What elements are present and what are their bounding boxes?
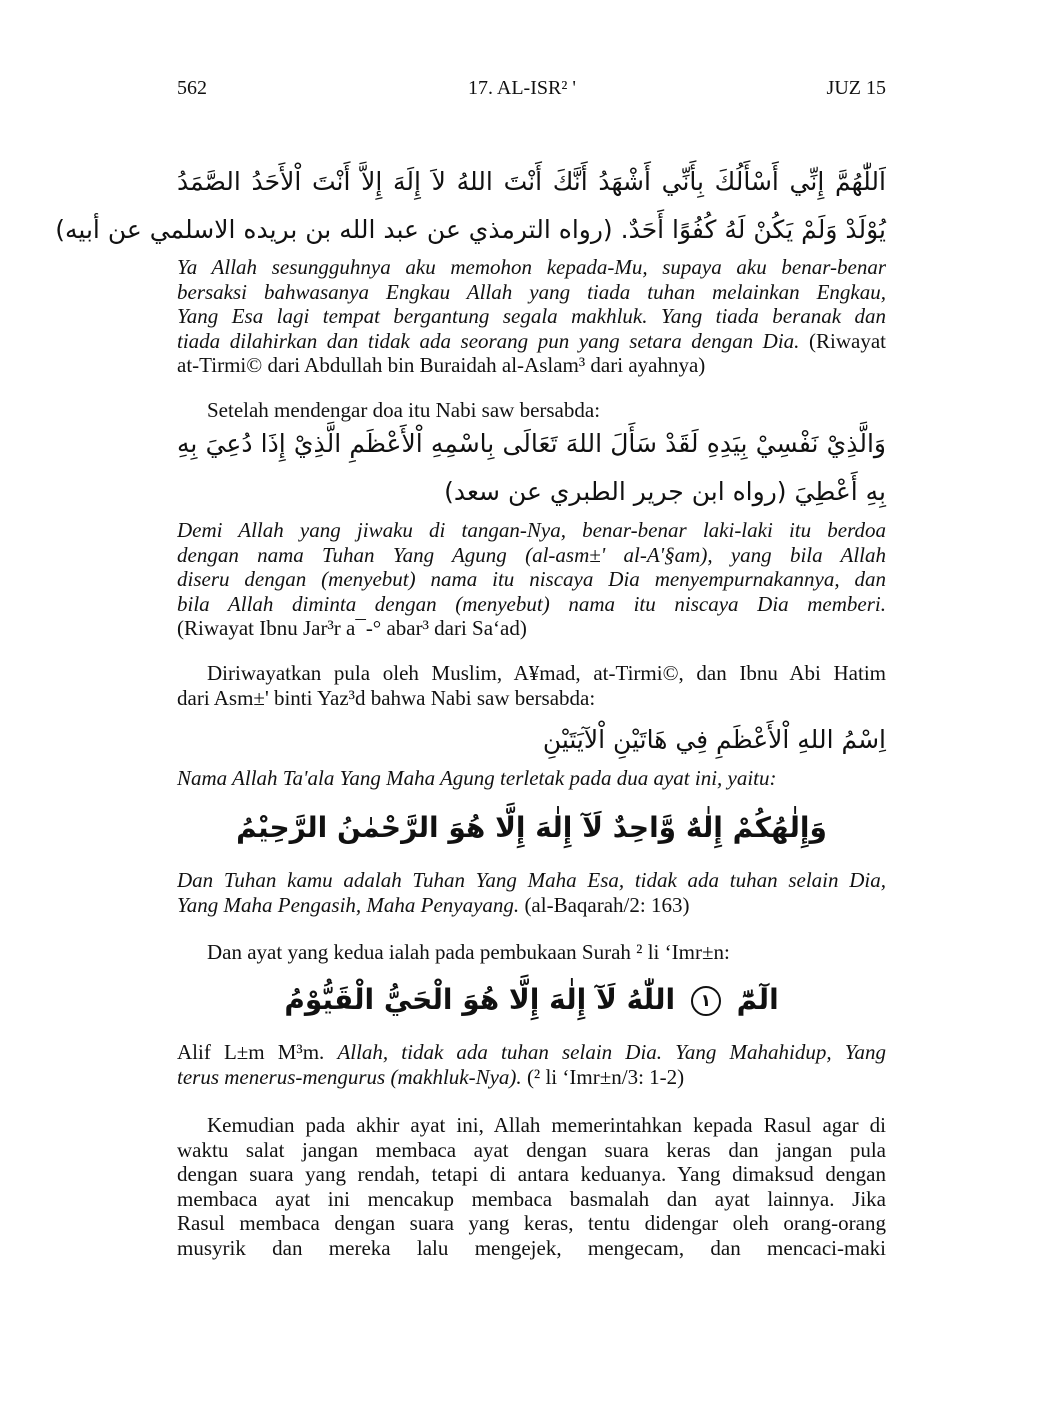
- text-segment: (al-Baqarah/2: 163): [519, 892, 690, 917]
- italic-text: Nama Allah Ta'ala Yang Maha Agung terletak pada dua ayat ini, yaitu:: [177, 766, 777, 790]
- text-segment: Diriwayatkan pula oleh Muslim, A¥mad, at-Tirmi©, dan Ibnu Abi Hatim: [207, 661, 886, 685]
- arabic-text: بِهِ أَعْطِيَ (رواه ابن جرير الطبري عن سعد): [444, 477, 886, 506]
- text-line: [177, 940, 886, 965]
- italic-text: tiada dilahirkan dan tidak ada seorang pun yang setara dengan Dia.: [177, 328, 800, 353]
- text-line: [177, 868, 886, 893]
- italic-text: Allah, tidak ada tuhan selain Dia. Yang Mahahidup, Yang: [337, 1040, 886, 1064]
- arabic-hadith: [177, 420, 886, 516]
- text-line: [177, 1138, 886, 1163]
- italic-text: Dan Tuhan kamu adalah Tuhan Yang Maha Esa, tidak ada tuhan selain Dia,: [177, 868, 886, 892]
- phrase-translation: [177, 766, 886, 791]
- text-line: [177, 1162, 886, 1187]
- intro-paragraph: [177, 398, 886, 423]
- text-line: [177, 592, 886, 617]
- text-line: [177, 158, 886, 206]
- text-line: [177, 255, 886, 280]
- arabic-text: وَالَّذِيْ نَفْسِيْ بِيَدِهِ لَقَدْ سَأَلَ اللهَ تَعَالَى بِاسْمِهِ اْلأَعْظَمِ الَّذِيْ إِذَا دُعِيَ بِهِ: [177, 429, 886, 458]
- text-line: [177, 716, 886, 764]
- page-number: 562: [177, 77, 207, 99]
- text-line: [177, 567, 886, 592]
- text-line: [177, 329, 886, 354]
- arabic-prayer: [55, 158, 886, 254]
- verse-translation-ali-imran: [177, 1040, 886, 1089]
- text-segment: membaca ayat ini mencakup membaca basmalah dan ayat lainnya. Jika: [177, 1186, 886, 1211]
- prayer-translation: [177, 255, 886, 378]
- italic-text: bila Allah diminta dengan (menyebut) nama itu niscaya Dia memberi.: [177, 591, 886, 616]
- quran-verse-baqarah-163: [177, 806, 886, 850]
- text-segment: (² li ‘Imr±n/3: 1-2): [521, 1064, 685, 1089]
- text-segment: Alif L±m M³m.: [177, 1040, 338, 1064]
- text-segment: Setelah mendengar doa itu Nabi saw bersabda:: [207, 398, 601, 422]
- arabic-phrase: [177, 716, 886, 764]
- text-segment: musyrik dan mereka lalu mengejek, mengecam, dan mencaci-maki: [177, 1235, 886, 1260]
- italic-text: diseru dengan (menyebut) nama itu niscaya Dia menyempurnakannya, dan: [177, 567, 886, 592]
- italic-text: terus menerus-mengurus (makhluk-Nya).: [177, 1064, 522, 1089]
- text-segment: dari Asm±' binti Yaz³d bahwa Nabi saw bersabda:: [177, 685, 596, 710]
- text-line: [177, 304, 886, 329]
- text-line: [177, 1113, 886, 1138]
- text-line: [177, 1236, 886, 1261]
- text-segment: Kemudian pada akhir ayat ini, Allah memerintahkan kepada Rasul agar di: [207, 1113, 886, 1137]
- text-line: [177, 468, 886, 516]
- arabic-text: اَللّٰهُمَّ إِنِّي أَسْأَلُكَ بِأَنِّي أَشْهَدُ أَنَّكَ أَنْتَ اللهُ لاَ إِلَهَ إِلاَّ أَنْتَ اْلأَحَدُ الصَّمَدُ: [177, 167, 886, 196]
- verse-prefix: الٓمّٓ: [736, 983, 779, 1016]
- text-line: [177, 398, 886, 423]
- text-line: [177, 353, 886, 378]
- text-segment: dengan suara yang rendah, tetapi di antara keduanya. Yang dimaksud dengan: [177, 1162, 886, 1187]
- italic-text: Ya Allah sesungguhnya aku memohon kepada-Mu, supaya aku benar-benar: [177, 255, 886, 279]
- verse-translation-baqarah: [177, 868, 886, 917]
- text-line: [177, 1065, 886, 1090]
- italic-text: Yang Esa lagi tempat bergantung segala makhluk. Yang tiada beranak dan: [177, 304, 886, 329]
- italic-text: bersaksi bahwasanya Engkau Allah yang tiada tuhan melainkan Engkau,: [177, 279, 886, 304]
- text-segment: waktu salat jangan membaca ayat dengan suara keras dan jangan pula: [177, 1137, 886, 1162]
- text-segment: at-Tirmi© dari Abdullah bin Buraidah al-Aslam³ dari ayahnya): [177, 353, 706, 378]
- hadith-translation: [177, 518, 886, 641]
- text-segment: Dan ayat yang kedua ialah pada pembukaan Surah ² li ‘Imr±n:: [207, 940, 730, 964]
- ayah-number-marker: ١: [691, 986, 721, 1016]
- narration-paragraph: [177, 661, 886, 710]
- text-line: [177, 661, 886, 686]
- second-verse-intro: [177, 940, 886, 965]
- verse-text: اللّٰهُ لَآ إِلٰهَ إِلَّا هُوَ الْحَيُّ الْقَيُّوْمُ: [284, 983, 676, 1016]
- arabic-text: يُوْلَدْ وَلَمْ يَكُنْ لَهُ كُفُوًا أَحَدٌ. (رواه الترمذي عن عبد الله بن بريده الاسلمي عن أبيه): [55, 215, 886, 244]
- chapter-title: 17. AL-ISR² ': [468, 77, 576, 99]
- arabic-text: اِسْمُ اللهِ اْلأَعْظَمِ فِي هَاتَيْنِ اْلآيَتَيْنِ: [542, 725, 886, 754]
- text-line: [177, 893, 886, 918]
- text-line: [177, 543, 886, 568]
- text-segment: (Riwayat: [799, 328, 886, 353]
- text-line: [177, 420, 886, 468]
- text-line: [177, 686, 886, 711]
- text-line: [177, 1187, 886, 1212]
- italic-text: dengan nama Tuhan Yang Agung (al-asm±' al-A'§am), yang bila Allah: [177, 542, 886, 567]
- text-segment: (Riwayat Ibnu Jar³r a¯-° abar³ dari Sa‘ad): [177, 616, 527, 641]
- italic-text: Demi Allah yang jiwaku di tangan-Nya, benar-benar laki-laki itu berdoa: [177, 518, 886, 542]
- text-line: [177, 1211, 886, 1236]
- verse-text: وَإِلٰهُكُمْ إِلٰهٌ وَّاحِدٌ لَآ إِلٰهَ إِلَّا هُوَ الرَّحْمٰنُ الرَّحِيْمُ: [236, 811, 827, 844]
- text-line: [177, 1040, 886, 1065]
- text-segment: Rasul membaca dengan suara yang keras, tentu didengar oleh orang-orang: [177, 1211, 886, 1236]
- text-line: [177, 280, 886, 305]
- text-line: [177, 766, 886, 791]
- quran-verse-ali-imran-1-2: [177, 978, 886, 1022]
- italic-text: Yang Maha Pengasih, Maha Penyayang.: [177, 892, 520, 917]
- juz-label: JUZ 15: [826, 77, 886, 99]
- explanation-paragraph: [177, 1113, 886, 1261]
- text-line: [177, 518, 886, 543]
- text-line: [177, 616, 886, 641]
- text-line: [55, 206, 886, 254]
